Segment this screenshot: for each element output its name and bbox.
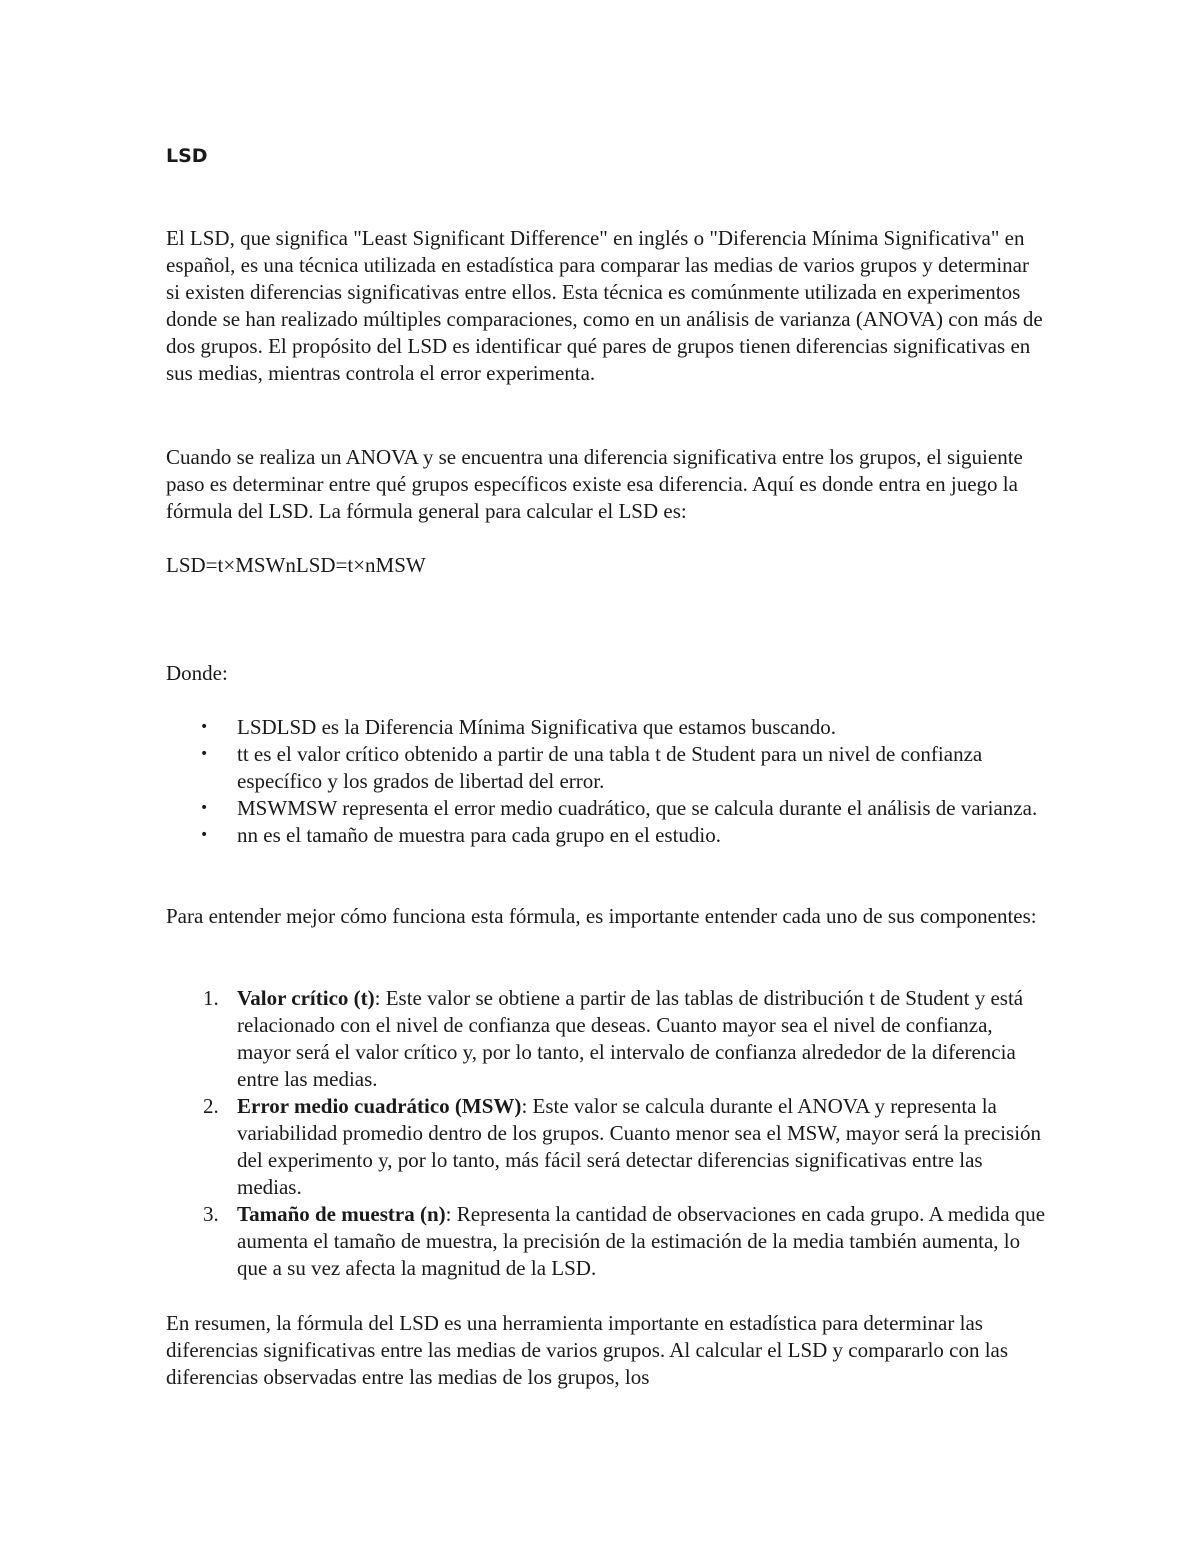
item-number: 3. xyxy=(203,1202,219,1226)
item-number: 1. xyxy=(203,986,219,1010)
donde-label: Donde: xyxy=(166,661,228,685)
formula-line: LSD=t×MSWnLSD=t×nMSW xyxy=(166,553,426,577)
component-term: Valor crítico (t) xyxy=(237,986,375,1010)
list-item xyxy=(166,795,1046,822)
anova-paragraph: Cuando se realiza un ANOVA y se encuentra una diferencia significativa entre los grupos, el siguiente paso es determinar entre qué grupos específicos existe esa diferencia. Aquí es donde entra en juego la fórmula del LSD. La fórmula general para calcular el LSD es: xyxy=(166,445,1023,523)
component-text: : Este valor se obtiene a partir de las tablas de distribución t de Student y está relacionado con el nivel de confianza que deseas. Cuanto mayor sea el nivel de confianza, mayor será el valor crítico y, por lo tanto, el intervalo de confianza alrededor de la diferencia entre las medias. xyxy=(237,986,1024,1091)
definition-text: MSWMSW representa el error medio cuadrático, que se calcula durante el análisis de varianza. xyxy=(237,796,1038,820)
list-item xyxy=(166,1201,1046,1282)
bullet-icon: • xyxy=(200,746,209,762)
definition-text: nn es el tamaño de muestra para cada grupo en el estudio. xyxy=(237,823,721,847)
components-intro: Para entender mejor cómo funciona esta fórmula, es importante entender cada uno de sus componentes: xyxy=(166,904,1037,928)
definition-text: tt es el valor crítico obtenido a partir de una tabla t de Student para un nivel de confianza específico y los grados de libertad del error. xyxy=(237,742,983,793)
list-item xyxy=(166,822,1046,849)
document-page xyxy=(166,0,1046,1553)
components-list xyxy=(166,985,1046,1282)
component-text: : Representa la cantidad de observaciones en cada grupo. A medida que aumenta el tamaño de muestra, la precisión de la estimación de la media también aumenta, lo que a su vez afecta la magnitud de la LSD. xyxy=(237,1202,1046,1280)
intro-paragraph: El LSD, que significa "Least Significant Difference" en inglés o "Diferencia Mínima Significativa" en español, es una técnica utilizada en estadística para comparar las medias de varios grupos y determinar si existen diferencias significativas entre ellos. Esta técnica es comúnmente utilizada en experimentos donde se han realizado múltiples comparaciones, como en un análisis de varianza (ANOVA) con más de dos grupos. El propósito del LSD es identificar qué pares de grupos tienen diferencias significativas en sus medias, mientras controla el error experimenta. xyxy=(166,226,1043,385)
list-item xyxy=(166,714,1046,741)
bullet-icon: • xyxy=(200,719,209,735)
component-term: Error medio cuadrático (MSW) xyxy=(237,1094,522,1118)
summary-paragraph: En resumen, la fórmula del LSD es una herramienta importante en estadística para determinar las diferencias significativas entre las medias de varios grupos. Al calcular el LSD y compararlo con las diferencias observadas entre las medias de los grupos, los xyxy=(166,1311,1009,1389)
definitions-list xyxy=(166,714,1046,849)
list-item xyxy=(166,985,1046,1093)
bullet-icon: • xyxy=(200,827,209,843)
component-term: Tamaño de muestra (n) xyxy=(237,1202,446,1226)
bullet-icon: • xyxy=(200,800,209,816)
item-number: 2. xyxy=(203,1094,219,1118)
component-text: : Este valor se calcula durante el ANOVA y representa la variabilidad promedio dentro de los grupos. Cuanto menor sea el MSW, mayor será la precisión del experimento y, por lo tanto, más fácil será detectar diferencias significativas entre las medias. xyxy=(237,1094,1042,1199)
document-title: LSD xyxy=(166,145,208,167)
list-item xyxy=(166,1093,1046,1201)
definition-text: LSDLSD es la Diferencia Mínima Significativa que estamos buscando. xyxy=(237,715,836,739)
list-item xyxy=(166,741,1046,795)
